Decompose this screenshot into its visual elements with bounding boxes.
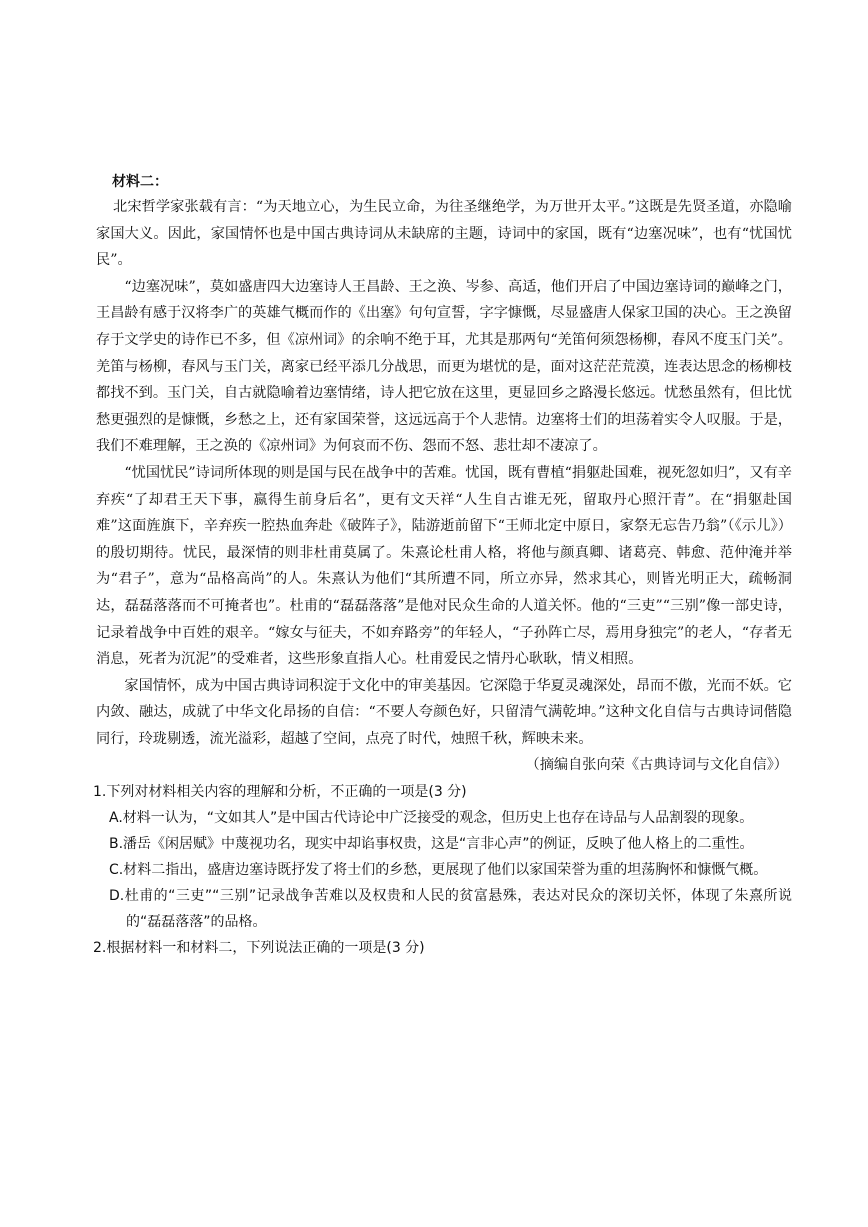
paragraph-patriotism: “忧国忧民”诗词所体现的则是国与民在战争中的苦难。忧国，既有曹植“捐躯赴国难，视死忽如归”，又有辛弃疾“了却君王天下事，嬴得生前身后名”，更有文天祥“人生自古谁无死，留取丹心照汗青”。在“捐躯赴国难”这面旌旗下，辛弃疾一腔热血奔赴《破阵子》，陆游逝前留下“王师北定中原日，家祭无忘告乃翁”（《示儿》）的殷切期待。忧民，最深情的则非杜甫莫属了。朱熹论杜甫人格，将他与颜真卿、诸葛亮、韩愈、范仲淹并举为“君子”，意为“品格高尚”的人。朱熹认为他们“其所遭不同，所立亦异，然求其心，则皆光明正大，疏畅洞达，磊磊落落而不可掩者也”。杜甫的“磊磊落落”是他对民众生命的人道关怀。他的“三吏”“三别”像一部史诗，记录着战争中百姓的艰辛。“嫁女与征夫，不如弃路旁”的年轻人，“子孙阵亡尽，焉用身独完”的老人，“存者无消息，死者为沉泥”的受难者，这些形象直指人心。杜甫爱民之情丹心耿耿，情义相照。 <box>96 464 792 668</box>
question-1 <box>93 779 792 935</box>
question-stem: 2.根据材料一和材料二，下列说法正确的一项是(3 分) <box>93 940 425 957</box>
paragraph-intro: 北宋哲学家张载有言：“为天地立心，为生民立命，为往圣继绝学，为万世开太平。”这既是先贤圣道，亦隐喻家国大义。因此，家国情怀也是中国古典诗词从未缺席的主题，诗词中的家国，既有“边塞况味”，也有“忧国忧民”。 <box>96 199 792 269</box>
option-d: D.杜甫的“三吏”“三别”记录战争苦难以及权贵和人民的贫富悬殊，表达对民众的深切关怀，体现了朱熹所说的“磊磊落落”的品格。 <box>109 888 792 931</box>
reading-passage <box>93 170 792 961</box>
option-a: A.材料一认为，“文如其人”是中国古代诗论中广泛接受的观念，但历史上也存在诗品与人品割裂的现象。 <box>109 810 754 827</box>
paragraph-conclusion: 家国情怀，成为中国古典诗词积淀于文化中的审美基因。它深隐于华夏灵魂深处，昂而不傲，光而不妖。它内敛、融达，成就了中华文化昂扬的自信：“不要人夸颜色好，只留清气满乾坤。”这种文化自信与古典诗词偕隐同行，玲珑剔透，流光溢彩，超越了空间，点亮了时代，烛照千秋，辉映未来。 <box>96 677 792 747</box>
section-title: 材料二： <box>112 174 168 190</box>
option-b: B.潘岳《闲居赋》中蔑视功名，现实中却谄事权贵，这是“言非心声”的例证，反映了他人格上的二重性。 <box>109 836 754 853</box>
option-c: C.材料二指出，盛唐边塞诗既抒发了将士们的乡愁，更展现了他们以家国荣誉为重的坦荡胸怀和慷慨气概。 <box>109 862 768 879</box>
source-citation: （摘编自张向荣《古典诗词与文化自信》） <box>525 757 788 774</box>
question-2 <box>93 935 792 961</box>
paragraph-frontier: “边塞况味”，莫如盛唐四大边塞诗人王昌龄、王之涣、岑参、高适，他们开启了中国边塞诗词的巅峰之门，王昌龄有感于汉将李广的英雄气概而作的《出塞》句句宣誓，字字慷慨，尽显盛唐人保家卫国的决心。王之涣留存于文学史的诗作已不多，但《凉州词》的余响不绝于耳，尤其是那两句“羌笛何须怨杨柳，春风不度玉门关”。羌笛与杨柳，春风与玉门关，离家已经平添几分战思，而更为堪忧的是，面对这茫茫荒漠，连表达思念的杨柳枝都找不到。玉门关，自古就隐喻着边塞情绪，诗人把它放在这里，更显回乡之路漫长悠远。忧愁虽然有，但比忧愁更强烈的是慷慨，乡愁之上，还有家国荣誉，这远远高于个人悲情。边塞将士们的坦荡着实令人叹服。于是，我们不难理解，王之涣的《凉州词》为何哀而不伤、怨而不怒、悲壮却不凄凉了。 <box>96 278 792 455</box>
question-stem: 1.下列对材料相关内容的理解和分析，不正确的一项是(3 分) <box>93 784 467 801</box>
